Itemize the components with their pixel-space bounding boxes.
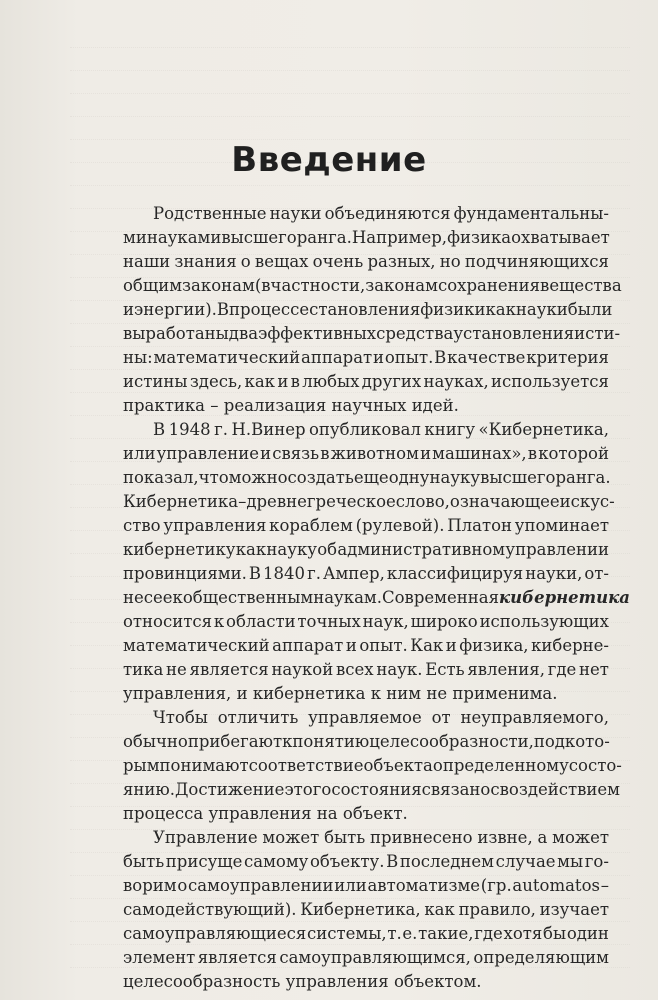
word: под [533,732,565,751]
word: и [277,372,289,391]
word: сохранения [437,276,541,295]
word: Ампер, [322,564,385,583]
text-line [123,418,609,442]
bleed-through-page-number [603,33,610,55]
word: е. [402,924,418,943]
word: системы, [306,924,387,943]
word: широко [410,612,478,631]
word: классифицируя [386,564,524,583]
word: 1948 [168,420,211,439]
word: исти- [574,324,621,343]
word: других [361,372,422,391]
word: управление [156,444,259,463]
word: любых [302,372,360,391]
word: к [370,684,382,703]
word: и [260,444,272,463]
word: вещества [540,276,622,295]
emphasized-term: кибернетика [499,588,630,607]
text-line [123,610,609,634]
word: с [490,780,500,799]
word: наук, [362,612,409,631]
text-line [123,754,622,778]
word: нет [579,660,609,679]
word: этого [284,780,332,799]
word: бы [543,924,567,943]
word: го- [584,852,609,871]
word: математический [153,348,301,367]
word: частности, [270,276,366,295]
word: очень [312,252,364,271]
word: об [317,540,338,559]
word: относится [123,612,213,631]
word: физика, [459,636,529,655]
text-line [123,682,609,706]
text-line [123,370,609,394]
word: к [213,612,225,631]
word: – [210,396,219,415]
word: административном [337,540,506,559]
word: объект. [342,804,408,823]
word: состояния [331,780,422,799]
word: точных [297,612,361,631]
word: опыт. [384,348,434,367]
text-line [123,706,609,730]
word: ны: [123,348,153,367]
word: и [123,300,134,319]
word: вещах [254,252,309,271]
section-heading: Введение [231,140,427,180]
word: быть [324,828,366,847]
text-line [123,778,620,802]
word: два [228,324,259,343]
word: ним [386,684,422,703]
word: о [177,876,188,895]
word: процесса [123,804,204,823]
word: г. [214,420,228,439]
word: связь [272,444,320,463]
word: Например, [351,228,448,247]
word: качестве [447,348,526,367]
word: в [527,444,538,463]
word: кибернетику [123,540,236,559]
word: в [290,372,300,391]
word: обычно [123,732,188,751]
word: управляемое [308,708,422,727]
word: В [153,420,166,439]
word: идей. [411,396,459,415]
word: знания [174,252,237,271]
word: извне, [477,828,533,847]
text-line [123,946,609,970]
word: нес [123,588,154,607]
text-line [123,658,609,682]
word: Н.Винер [231,420,306,439]
word: самоуправлении [188,876,334,895]
word: отличить [217,708,299,727]
word: Современная [382,588,500,607]
word: средства [376,324,454,343]
word: наук. [376,660,423,679]
word: можно [228,468,288,487]
word: automatos [512,876,600,895]
text-line [123,874,609,898]
word: самоуправляющимся, [279,948,471,967]
word: разных, [367,252,436,271]
word: – [238,492,247,511]
word: от- [584,564,609,583]
word: где [474,924,503,943]
word: 1840 [263,564,306,583]
text-line [123,298,613,322]
text-line [123,250,609,274]
word: процессе [229,300,310,319]
text-line [123,226,609,250]
word: выработаны [123,324,229,343]
text-line [123,490,615,514]
word: понимают [159,756,249,775]
word: аппарат [300,348,373,367]
word: физика [447,228,512,247]
word: Родственные [153,204,267,223]
word: были [567,300,613,319]
text-line [123,394,609,418]
word: общим [123,276,183,295]
word: киберне- [531,636,609,655]
word: Кибернетика [123,492,239,511]
word: и [345,636,357,655]
word: провинциями. [123,564,247,583]
word: фундаментальны- [453,204,609,223]
word: неуправляемого, [460,708,609,727]
word: кото- [564,732,610,751]
word: но [439,252,461,271]
bleed-through-line [70,94,630,117]
word: Достижение [175,780,285,799]
word: управления [285,972,389,991]
word: использующих [479,612,609,631]
word: как [485,300,516,319]
word: опыт. [359,636,408,655]
word: объединяются [324,204,451,223]
word: мы [557,852,584,871]
word: (в [254,276,271,295]
word: науки [515,300,568,319]
body-text [123,202,630,994]
word: (гр. [480,876,512,895]
word: наши [123,252,171,271]
word: В [434,348,447,367]
word: общественным [182,588,314,607]
word: реализация [223,396,327,415]
word: ворим [123,876,177,895]
word: воздействием [499,780,620,799]
text-line [123,562,609,586]
word: к [282,732,293,751]
word: подчиняющихся [464,252,609,271]
word: правило, [458,900,536,919]
text-line [123,514,609,538]
word: машинах», [432,444,527,463]
word: животном [330,444,419,463]
word: последнем [399,852,495,871]
word: т. [387,924,402,943]
word: еще [353,468,389,487]
word: такие, [418,924,474,943]
word: высшего [480,468,556,487]
word: которой [538,444,609,463]
text-line [123,274,622,298]
word: ранга. [555,468,611,487]
word: является [197,948,277,967]
word: изучает [539,900,609,919]
text-line [123,322,621,346]
word: и [373,348,385,367]
bleed-through-line [70,117,630,140]
word: (рулевой). [355,516,445,535]
word: а [537,828,548,847]
word: самоуправляющиеся [123,924,307,943]
word: присуще [165,852,243,871]
word: научных [331,396,407,415]
word: Как [410,636,444,655]
word: является [189,660,269,679]
word: ство [123,516,161,535]
word: области [226,612,296,631]
word: в [320,444,330,463]
word: и [420,444,432,463]
word: становления [309,300,421,319]
word: наукой [271,660,334,679]
word: науками [146,228,222,247]
word: понятию [292,732,370,751]
word: соответствие [248,756,364,775]
word: науки, [525,564,583,583]
word: не [426,684,448,703]
bleed-through-line [70,71,630,94]
word: управлении [505,540,609,559]
text-line [123,634,609,658]
word: Управление [153,828,258,847]
word: рым [123,756,160,775]
word: самодействующий). [123,900,297,919]
word: Чтобы [153,708,208,727]
word: создать [287,468,354,487]
word: математический [123,636,270,655]
word: применима. [452,684,558,703]
text-line [123,202,609,226]
word: науки [269,204,322,223]
text-line [123,898,609,922]
word: законам [182,276,255,295]
text-line [123,442,609,466]
word: эффективных [258,324,377,343]
word: науку [429,468,481,487]
word: как [244,372,275,391]
word: тика [123,660,164,679]
word: энергии). [134,300,217,319]
word: всех [335,660,374,679]
word: искус- [559,492,615,511]
word: означающее [449,492,560,511]
text-line [123,466,609,490]
word: не [166,660,187,679]
word: «Кибернетика, [478,420,609,439]
word: или [334,876,367,895]
word: управления [208,804,312,823]
text-line [123,346,609,370]
word: ми [123,228,147,247]
bleed-through-line [70,25,630,48]
word: слово, [395,492,450,511]
word: г. [307,564,321,583]
word: кибернетика [252,684,366,703]
word: физики [420,300,486,319]
word: В [248,564,262,583]
word: наукам. [313,588,382,607]
word: может [262,828,320,847]
word: законам [365,276,438,295]
word: от [431,708,451,727]
word: управления [163,516,267,535]
word: здесь, [189,372,243,391]
word: одну [388,468,430,487]
word: Платон [447,516,513,535]
word: что [198,468,229,487]
word: объекту. [309,852,385,871]
word: ранга. [296,228,352,247]
word: о [240,252,251,271]
text-line [123,826,609,850]
word: может [552,828,609,847]
word: науку [266,540,317,559]
word: самому [244,852,309,871]
word: кораблем [269,516,353,535]
text-line [123,970,609,994]
word: книгу [424,420,476,439]
word: где [547,660,577,679]
word: упоминает [514,516,609,535]
word: определяющим [473,948,609,967]
word: хотя [503,924,543,943]
text-line [123,538,609,562]
text-line [123,730,609,754]
word: объекта [363,756,433,775]
word: В [386,852,399,871]
word: высшего [221,228,297,247]
word: явления, [467,660,545,679]
word: показал, [123,468,199,487]
word: истины [123,372,188,391]
word: определенному [432,756,569,775]
word: как [424,900,455,919]
word: практика [123,396,205,415]
word: элемент [123,948,196,967]
word: состо- [568,756,622,775]
text-line [123,922,609,946]
word: янию. [123,780,176,799]
word: используется [491,372,609,391]
word: управления, [123,684,232,703]
word: автоматизме [367,876,481,895]
bleed-through-line [70,48,630,71]
word: охватывает [511,228,610,247]
word: аппарат [272,636,344,655]
word: объектом. [393,972,482,991]
text-line [123,586,630,610]
word: науках, [423,372,489,391]
word: целесообразность [123,972,281,991]
word: Есть [425,660,465,679]
text-line [123,802,609,826]
word: ее [153,588,173,607]
word: и [445,636,457,655]
word: связано [421,780,491,799]
word: привнесено [370,828,473,847]
word: установления [453,324,575,343]
word: опубликовал [309,420,421,439]
word: как [235,540,267,559]
word: или [123,444,156,463]
word: критерия [526,348,609,367]
word: В [216,300,230,319]
word: и [236,684,248,703]
word: древнегреческое [246,492,396,511]
word: Кибернетика, [300,900,421,919]
word: целесообразности, [369,732,534,751]
word: прибегают [187,732,283,751]
word: к [172,588,183,607]
text-line [123,850,609,874]
word: – [600,876,609,895]
word: один [566,924,609,943]
word: случае [495,852,556,871]
word: быть [123,852,165,871]
word: на [316,804,338,823]
